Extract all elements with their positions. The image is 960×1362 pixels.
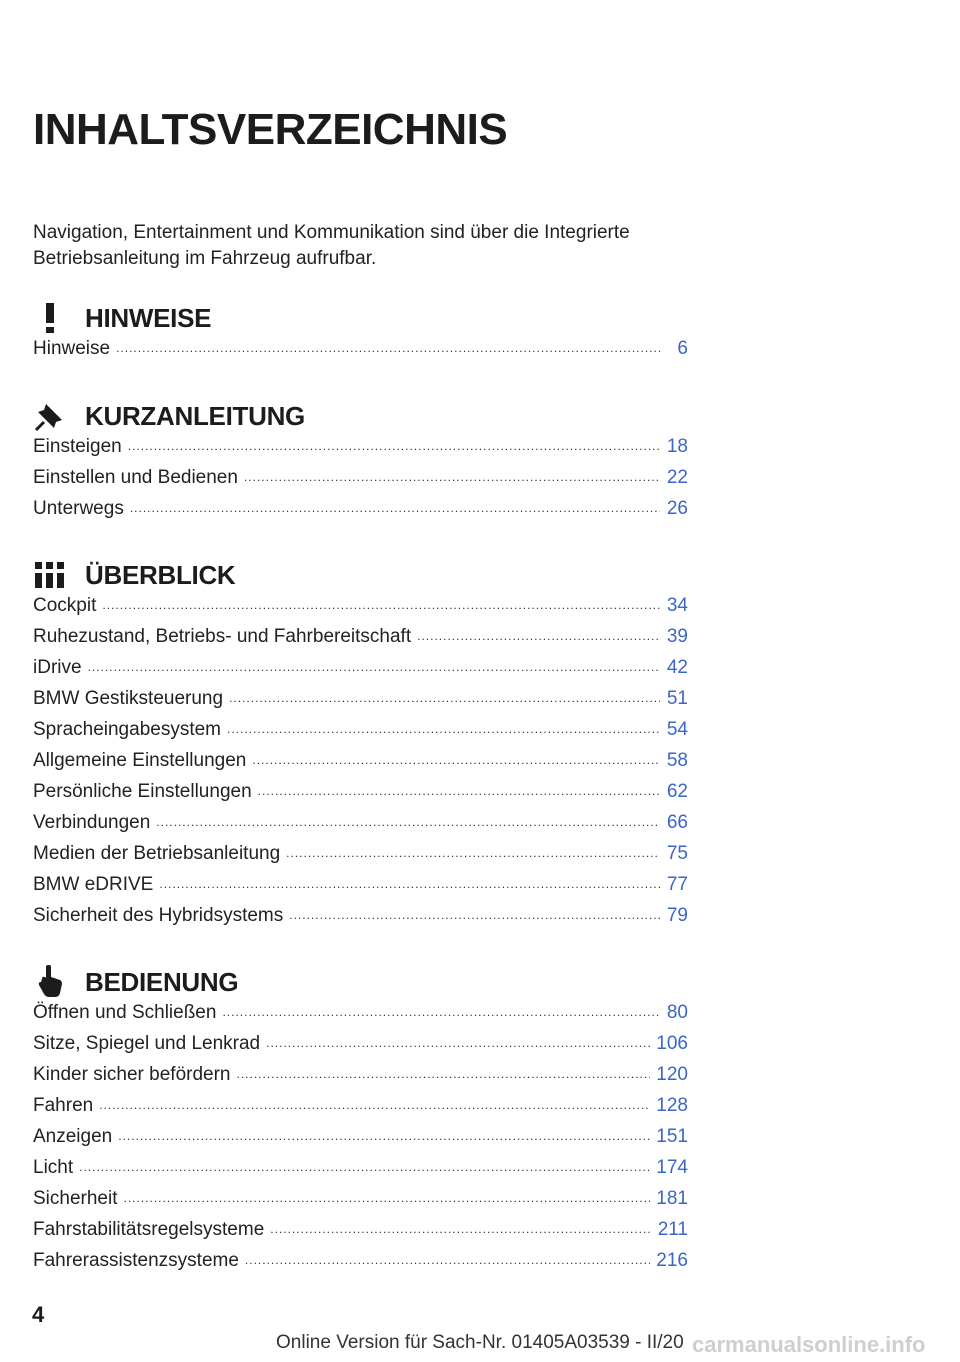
toc-entry-label: Kinder sicher befördern — [33, 1064, 231, 1085]
toc-entry-label: Anzeigen — [33, 1126, 113, 1147]
toc-entry[interactable] — [33, 338, 688, 369]
section-header — [33, 962, 688, 1002]
toc-leader-dots — [88, 660, 660, 674]
toc-entry-label: iDrive — [33, 657, 82, 678]
toc-entry-label: Einsteigen — [33, 436, 122, 457]
toc-page-link[interactable]: 54 — [666, 719, 688, 740]
section-bedienung — [33, 962, 688, 1281]
toc-entry[interactable] — [33, 1157, 688, 1188]
toc-entry[interactable] — [33, 626, 688, 657]
toc-entry[interactable] — [33, 1095, 688, 1126]
exclamation-icon — [33, 301, 67, 335]
toc-page-link[interactable]: 216 — [656, 1250, 688, 1271]
toc-list — [33, 1002, 688, 1281]
toc-entry[interactable] — [33, 719, 688, 750]
toc-entry[interactable] — [33, 1250, 688, 1281]
toc-entry-label: Fahrstabilitätsregelsysteme — [33, 1219, 265, 1240]
toc-entry[interactable] — [33, 467, 688, 498]
toc-leader-dots — [102, 598, 660, 612]
toc-leader-dots — [266, 1036, 650, 1050]
toc-entry-label: Persönliche Einstellungen — [33, 781, 252, 802]
toc-entry-label: Fahren — [33, 1095, 94, 1116]
toc-page-link[interactable]: 181 — [656, 1188, 688, 1209]
toc-page-link[interactable]: 18 — [666, 436, 688, 457]
toc-leader-dots — [128, 439, 660, 453]
toc-entry[interactable] — [33, 1064, 688, 1095]
toc-leader-dots — [99, 1098, 650, 1112]
section-title: BEDIENUNG — [85, 966, 239, 997]
toc-entry[interactable] — [33, 1002, 688, 1033]
toc-entry[interactable] — [33, 812, 688, 843]
toc-leader-dots — [289, 908, 660, 922]
toc-entry-label: Fahrerassistenzsysteme — [33, 1250, 239, 1271]
toc-leader-dots — [258, 784, 660, 798]
toc-entry[interactable] — [33, 843, 688, 874]
toc-entry-label: Hinweise — [33, 338, 111, 359]
toc-leader-dots — [227, 722, 660, 736]
page-number: 4 — [32, 1302, 45, 1327]
toc-entry[interactable] — [33, 1126, 688, 1157]
toc-leader-dots — [159, 877, 660, 891]
toc-entry-label: Ruhezustand, Betriebs- und Fahrbereitschaft — [33, 626, 412, 647]
toc-leader-dots — [79, 1160, 650, 1174]
pushpin-icon — [33, 399, 67, 433]
toc-page-link[interactable]: 51 — [666, 688, 688, 709]
section-title: KURZANLEITUNG — [85, 400, 305, 431]
toc-entry[interactable] — [33, 781, 688, 812]
toc-leader-dots — [252, 753, 660, 767]
toc-page-link[interactable]: 80 — [666, 1002, 688, 1023]
toc-leader-dots — [237, 1067, 651, 1081]
toc-page-link[interactable]: 62 — [666, 781, 688, 802]
toc-entry-label: Verbindungen — [33, 812, 151, 833]
toc-entry[interactable] — [33, 1219, 688, 1250]
intro-text: Navigation, Entertainment und Kommunikation sind über die Integrierte Betriebsanleitung im Fahrzeug aufrufbar. — [33, 222, 630, 269]
toc-page-link[interactable]: 128 — [656, 1095, 688, 1116]
toc-entry[interactable] — [33, 905, 688, 936]
toc-entry[interactable] — [33, 1033, 688, 1064]
toc-leader-dots — [222, 1005, 660, 1019]
toc-page-link[interactable]: 58 — [666, 750, 688, 771]
footer-version: Online Version für Sach-Nr. 01405A03539 - II/20 — [276, 1332, 684, 1353]
toc-page-link[interactable]: 22 — [666, 467, 688, 488]
toc-leader-dots — [244, 470, 660, 484]
pointing-hand-icon — [33, 965, 67, 999]
toc-entry[interactable] — [33, 657, 688, 688]
toc-page-link[interactable]: 66 — [666, 812, 688, 833]
toc-list — [33, 338, 688, 369]
toc-page-link[interactable]: 79 — [666, 905, 688, 926]
toc-entry[interactable] — [33, 1188, 688, 1219]
grid-icon — [33, 558, 67, 592]
toc-entry-label: BMW Gestiksteuerung — [33, 688, 224, 709]
toc-leader-dots — [130, 501, 660, 515]
toc-leader-dots — [118, 1129, 650, 1143]
toc-leader-dots — [116, 341, 660, 355]
toc-entry-label: Spracheingabesystem — [33, 719, 221, 740]
toc-entry-label: Sicherheit des Hybridsystems — [33, 905, 284, 926]
toc-entry[interactable] — [33, 750, 688, 781]
toc-entry-label: Einstellen und Bedienen — [33, 467, 238, 488]
toc-leader-dots — [124, 1191, 651, 1205]
toc-page-link[interactable]: 26 — [666, 498, 688, 519]
toc-leader-dots — [270, 1222, 651, 1236]
toc-leader-dots — [417, 629, 660, 643]
section-ueberblick — [33, 555, 688, 936]
toc-page-link[interactable]: 120 — [656, 1064, 688, 1085]
toc-leader-dots — [156, 815, 660, 829]
section-header — [33, 555, 688, 595]
toc-leader-dots — [229, 691, 660, 705]
toc-leader-dots — [286, 846, 660, 860]
toc-entry-label: Unterwegs — [33, 498, 124, 519]
toc-entry[interactable] — [33, 595, 688, 626]
section-header — [33, 298, 688, 338]
section-title: ÜBERBLICK — [85, 559, 236, 590]
toc-page-link[interactable]: 75 — [666, 843, 688, 864]
watermark: carmanualsonline.info — [692, 1332, 926, 1357]
toc-page-link[interactable]: 106 — [656, 1033, 688, 1054]
toc-entry-label: Licht — [33, 1157, 74, 1178]
toc-page-link[interactable]: 77 — [666, 874, 688, 895]
toc-page-link[interactable]: 6 — [677, 338, 688, 359]
toc-entry-label: Öffnen und Schließen — [33, 1002, 217, 1023]
toc-list — [33, 436, 688, 529]
section-kurzanleitung — [33, 396, 688, 529]
toc-list — [33, 595, 688, 936]
toc-page-link[interactable]: 34 — [666, 595, 688, 616]
section-hinweise — [33, 298, 688, 369]
section-header — [33, 396, 688, 436]
toc-entry[interactable] — [33, 498, 688, 529]
page-title: INHALTSVERZEICHNIS — [33, 105, 508, 154]
section-title: HINWEISE — [85, 302, 212, 333]
toc-entry-label: Sitze, Spiegel und Lenkrad — [33, 1033, 261, 1054]
toc-page-link[interactable]: 174 — [656, 1157, 688, 1178]
toc-entry-label: Medien der Betriebsanleitung — [33, 843, 281, 864]
toc-entry[interactable] — [33, 436, 688, 467]
toc-entry[interactable] — [33, 874, 688, 905]
toc-entry-label: Cockpit — [33, 595, 97, 616]
toc-page-link[interactable]: 211 — [657, 1219, 688, 1240]
toc-page-link[interactable]: 39 — [666, 626, 688, 647]
toc-page-link[interactable]: 42 — [666, 657, 688, 678]
toc-entry-label: BMW eDRIVE — [33, 874, 154, 895]
toc-leader-dots — [245, 1253, 650, 1267]
toc-entry-label: Allgemeine Einstellungen — [33, 750, 247, 771]
toc-page-link[interactable]: 151 — [656, 1126, 688, 1147]
toc-entry-label: Sicherheit — [33, 1188, 118, 1209]
toc-entry[interactable] — [33, 688, 688, 719]
